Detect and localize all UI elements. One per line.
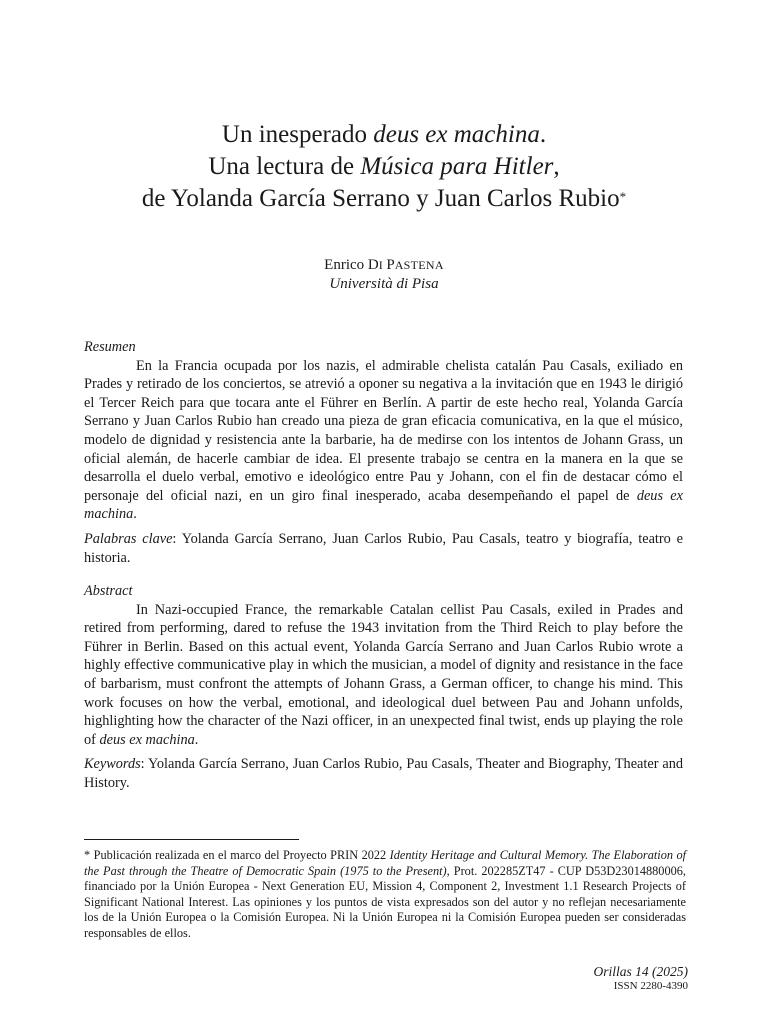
abstract-keywords — [84, 755, 683, 792]
author-block — [40, 256, 728, 294]
author-affiliation: Università di Pisa — [329, 276, 439, 292]
footnote-divider — [84, 839, 299, 840]
abstract-text: In Nazi-occupied France, the remarkable Catalan cellist Pau Casals, exiled in Prades and retired from performing, dared to refuse the 1943 invitation from the Third Reich to play before the Führer in Berlin. Based on this actual event, Yolanda García Serrano and Juan Carlos Rubio wrote a highly effective communicative play in which the musician, a model of dignity and resistance in the face of barbarism, must confront the attempts of Johann Grass, a German officer, to change his mind. This work focuses on how the verbal, emotional, and ideological duel between Pau and Johann unfolds, highlighting how the character of the Nazi officer, in an unexpected final twist, ends up playing the role of — [84, 601, 683, 748]
abstract-body — [84, 601, 683, 750]
abstract-italic-text: deus ex machina — [99, 731, 195, 748]
footnote-italic-text: Identity Heritage and Cultural Memory. The Elaboration of the Past through the Theatre of Democratic Spain (1975 to the Present) — [84, 848, 687, 878]
abstract-text: . — [194, 731, 199, 748]
keywords-list: : Yolanda García Serrano, Juan Carlos Rubio, Pau Casals, Theater and Biography, Theater and History. — [84, 756, 683, 791]
resumen-keywords — [84, 530, 683, 567]
title-text: de Yolanda García Serrano y Juan Carlos Rubio — [141, 185, 620, 212]
title-line-3 — [40, 183, 728, 215]
journal-name: Orillas 14 (2025) — [593, 964, 688, 979]
author-surname-rest: I — [378, 258, 387, 272]
keywords-label: Keywords — [84, 756, 141, 773]
title-italic-text: deus ex machina — [373, 121, 540, 148]
title-text: Una lectura de — [208, 153, 361, 180]
footnote-marker: * — [84, 848, 91, 862]
author-given-name: Enrico — [324, 257, 368, 273]
abstract-section — [84, 582, 683, 793]
title-text: . — [539, 121, 547, 148]
author-surname2-initial: P — [386, 257, 395, 273]
resumen-heading: Resumen — [84, 339, 136, 355]
footnote-marker[interactable]: * — [619, 189, 627, 204]
title-italic-text: Música para Hitler — [360, 153, 554, 180]
article-title — [40, 119, 728, 215]
keywords-list: : Yolanda García Serrano, Juan Carlos Rubio, Pau Casals, teatro y biografía, teatro e historia. — [84, 530, 683, 566]
journal-info — [594, 964, 689, 994]
author-surname2-rest: ASTENA — [394, 258, 444, 272]
journal-issn: ISSN 2280-4390 — [613, 980, 688, 992]
resumen-italic-text: deus ex machina — [84, 487, 683, 523]
resumen-text: . — [133, 506, 137, 523]
resumen-body — [84, 357, 683, 524]
keywords-label: Palabras clave — [84, 530, 173, 547]
abstract-heading: Abstract — [84, 583, 133, 599]
title-text: Un inesperado — [221, 121, 374, 148]
title-text: , — [553, 153, 560, 180]
footnote — [84, 848, 686, 941]
resumen-text: En la Francia ocupada por los nazis, el admirable chelista catalán Pau Casals, exiliado en Prades y retirado de los conciertos, se atrevió a oponer su negativa a la invitación que en 1943 le dirigió el Tercer Reich para que tocara ante el Führer en Berlín. A partir de este hecho real, Yolanda García Serrano y Juan Carlos Rubio han creado una pieza de gran eficacia comunicativa, en la que el músico, modelo de dignidad y resistencia ante la barbarie, ha de medirse con los intentos de Johann Grass, un oficial alemán, de hacerle cambiar de idea. El presente trabajo se centra en la manera en la que se desarrolla el duelo verbal, emotivo e ideológico entre Pau y Johann, con el fin de destacar cómo el personaje del oficial nazi, en un giro final inesperado, acaba desempeñando el papel de — [84, 357, 683, 504]
title-line-2 — [40, 151, 728, 183]
resumen-section — [84, 338, 683, 567]
title-line-1 — [40, 119, 728, 151]
author-surname-initial: D — [367, 257, 379, 273]
footnote-text: Publicación realizada en el marco del Proyecto PRIN 2022 — [90, 848, 390, 862]
author-name — [40, 256, 728, 275]
footnote-text: , Prot. 202285ZT47 - CUP D53D23014880006, financiado por la Unión Europea - Next Generation EU, Mission 4, Component 2, Investment 1.1 Research Projects of Significant National Interest. Las opiniones y los puntos de vista expresados son del autor y no reflejan necesariamente los de la Unión Europea o la Comisión Europea. Ni la Unión Europea ni la Comisión Europea pueden ser consideradas responsables de ellos. — [84, 863, 686, 940]
